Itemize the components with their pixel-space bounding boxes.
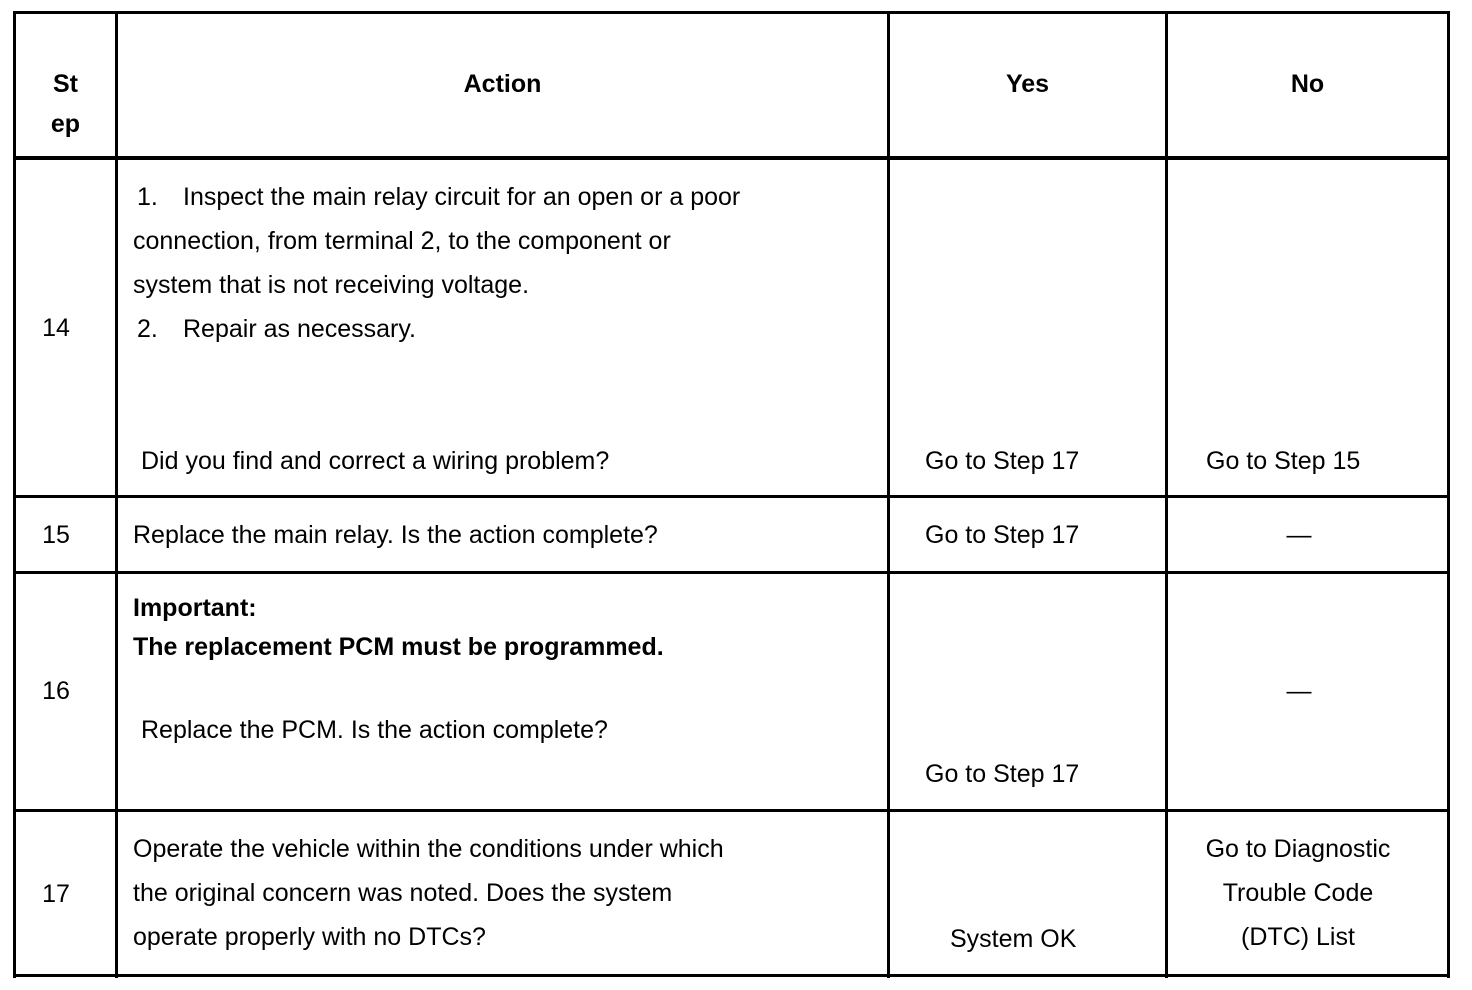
no-17: Go to Diagnostic Trouble Code (DTC) List (1205, 835, 1391, 951)
table-border-bottom (13, 974, 1450, 977)
table-border-left (13, 11, 16, 978)
yes-16: Go to Step 17 (925, 760, 1080, 788)
list-item-line: connection, from terminal 2, to the component or (133, 227, 671, 255)
no-15: — (1286, 521, 1312, 549)
yes-17: System OK (950, 925, 1077, 953)
table-border-right (1447, 11, 1450, 978)
yes-15: Go to Step 17 (925, 521, 1080, 549)
yes-14: Go to Step 17 (925, 447, 1080, 475)
important-text: The replacement PCM must be programmed. (133, 633, 664, 661)
table-border-top (13, 11, 1450, 14)
row-divider (13, 809, 1450, 812)
list-number: 2. (137, 315, 158, 343)
action-14 (133, 175, 873, 351)
row-divider (13, 571, 1450, 574)
important-label: Important: (133, 594, 257, 622)
column-divider (887, 11, 890, 978)
header-step-line1: St (53, 70, 78, 98)
header-step-line2: ep (50, 110, 81, 138)
header-step (16, 64, 115, 144)
header-action: Action (463, 70, 542, 98)
column-divider (115, 11, 118, 978)
action-15: Replace the main relay. Is the action complete? (133, 521, 658, 549)
list-item-line: system that is not receiving voltage. (133, 271, 530, 299)
action-17: Operate the vehicle within the conditions under which the original concern was noted. Does the system operate properly with no DTCs? (133, 835, 724, 951)
list-item: 1. Inspect the main relay circuit for an open or a poor (133, 175, 873, 219)
row-divider (13, 495, 1450, 498)
step-14: 14 (42, 314, 70, 342)
no-14: Go to Step 15 (1206, 447, 1361, 475)
step-16: 16 (42, 677, 70, 705)
header-no: No (1290, 70, 1325, 98)
list-item: 2. Repair as necessary. (133, 307, 873, 351)
header-divider (13, 156, 1450, 160)
step-15: 15 (42, 521, 70, 549)
diagnostic-table (13, 11, 1450, 978)
no-16: — (1286, 677, 1312, 705)
list-number: 1. (137, 183, 158, 211)
question-16: Replace the PCM. Is the action complete? (141, 716, 608, 744)
question-14: Did you find and correct a wiring problem? (141, 447, 610, 475)
header-yes: Yes (1005, 70, 1050, 98)
step-17: 17 (42, 880, 70, 908)
